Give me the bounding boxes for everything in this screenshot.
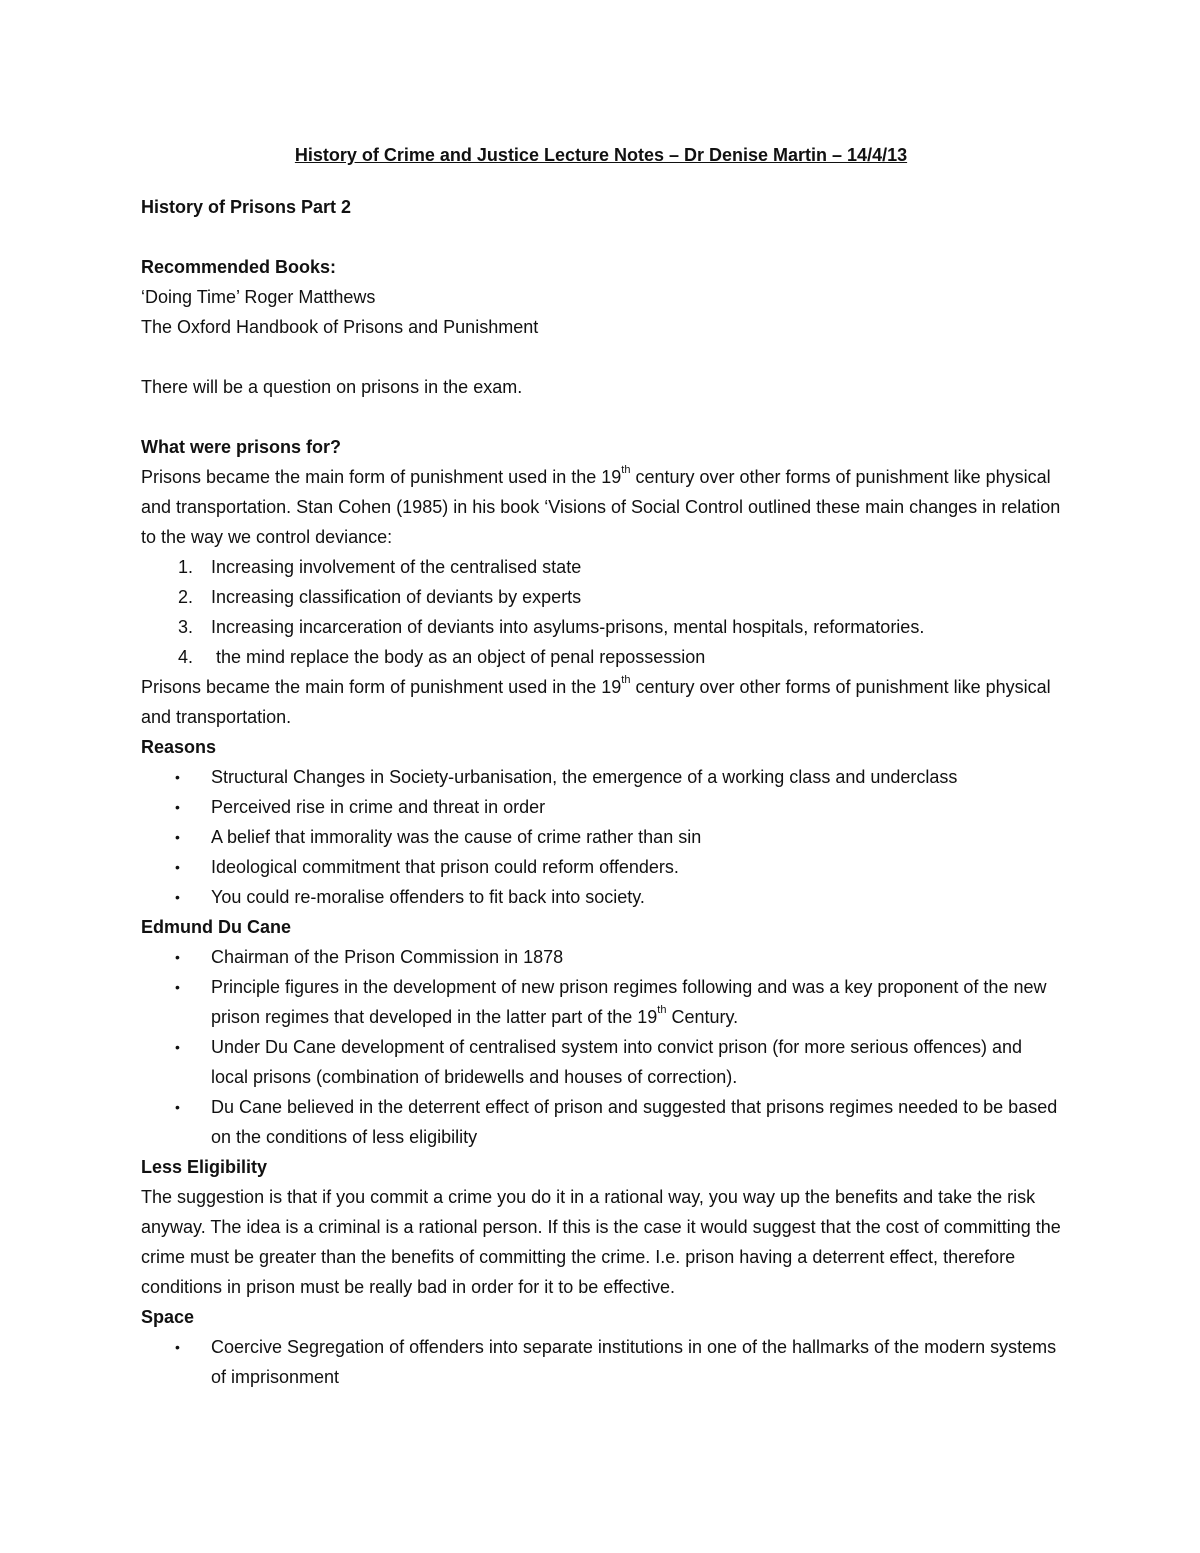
subtitle: History of Prisons Part 2 (141, 197, 352, 217)
list-item: • Perceived rise in crime and threat in order (175, 797, 546, 817)
paragraph-less-eligibility: The suggestion is that if you commit a crime you do it in a rational way, you way up the benefits and take the risk anyway. The idea is a criminal is a rational person. If this is the case it would suggest that the cost of committing the crime must be greater than the benefits of committing the crime. I.e. prison having a deterrent effect, therefore conditions in prison must be really bad in order for it to be effective. (141, 1187, 1061, 1297)
section-heading-du-cane: Edmund Du Cane (141, 917, 292, 937)
exam-note: There will be a question on prisons in the exam. (141, 377, 523, 397)
book-item: ‘Doing Time’ Roger Matthews (141, 287, 376, 307)
section-heading-reasons: Reasons (141, 737, 217, 757)
paragraph-intro: Prisons became the main form of punishment used in the 19th century over other forms of punishment like physical and transportation. Stan Cohen (1985) in his book ‘Visions of Social Control outlined these main changes in relation to the way we control deviance: (141, 464, 1061, 547)
cohen-changes-list (141, 552, 1061, 672)
document-page (141, 140, 1061, 1392)
list-item: • A belief that immorality was the cause of crime rather than sin (175, 827, 702, 847)
list-item: 2. Increasing classification of deviants by experts (178, 587, 582, 607)
list-item: • Ideological commitment that prison could reform offenders. (175, 857, 679, 877)
spacer (141, 402, 1061, 432)
section-heading-what-for: What were prisons for? (141, 437, 342, 457)
list-item: 1. Increasing involvement of the centralised state (178, 557, 582, 577)
spacer (141, 342, 1061, 372)
list-item: • Coercive Segregation of offenders into separate institutions in one of the hallmarks of the modern systems of imprisonment (175, 1337, 1057, 1387)
list-item: 4. the mind replace the body as an object of penal repossession (178, 647, 706, 667)
list-item: • Du Cane believed in the deterrent effect of prison and suggested that prisons regimes needed to be based on the conditions of less eligibility (175, 1097, 1058, 1147)
space-list (141, 1332, 1061, 1392)
du-cane-list (141, 942, 1061, 1152)
section-heading-space: Space (141, 1307, 195, 1327)
list-item: • Chairman of the Prison Commission in 1878 (175, 947, 564, 967)
page-title: History of Crime and Justice Lecture Notes – Dr Denise Martin – 14/4/13 (294, 145, 908, 165)
list-item: • Principle figures in the development of new prison regimes following and was a key proponent of the new prison regimes that developed in the latter part of the 19th Century. (175, 977, 1047, 1027)
section-heading-less-eligibility: Less Eligibility (141, 1157, 268, 1177)
spacer (141, 222, 1061, 252)
paragraph-repeat: Prisons became the main form of punishment used in the 19th century over other forms of punishment like physical and transportation. (141, 674, 1051, 727)
list-item: • Structural Changes in Society-urbanisation, the emergence of a working class and underclass (175, 767, 958, 787)
book-item: The Oxford Handbook of Prisons and Punishment (141, 317, 539, 337)
list-item: • Under Du Cane development of centralised system into convict prison (for more serious offences) and local prisons (combination of bridewells and houses of correction). (175, 1037, 1023, 1087)
list-item: • You could re-moralise offenders to fit back into society. (175, 887, 645, 907)
books-heading: Recommended Books: (141, 257, 337, 277)
reasons-list (141, 762, 1061, 912)
list-item: 3. Increasing incarceration of deviants into asylums-prisons, mental hospitals, reformatories. (178, 617, 925, 637)
